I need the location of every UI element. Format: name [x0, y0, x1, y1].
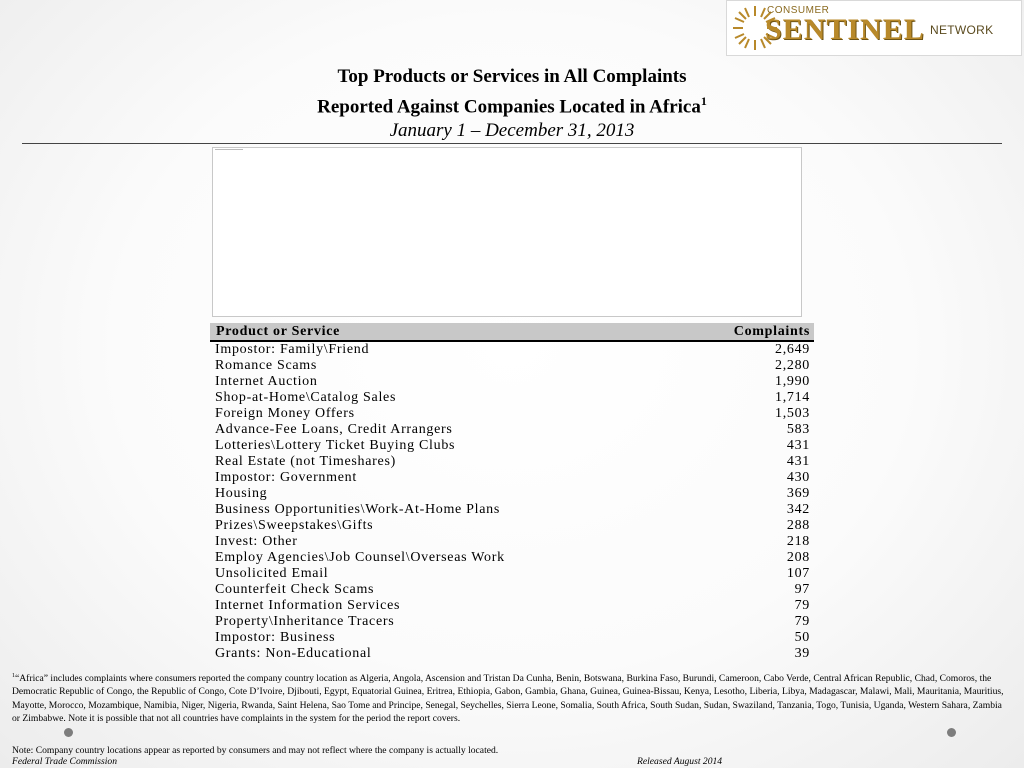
product-cell: Impostor: Family\Friend — [215, 342, 370, 357]
table-row — [210, 406, 814, 422]
complaints-cell: 97 — [794, 582, 810, 597]
complaints-cell: 50 — [794, 630, 810, 645]
table-row — [210, 550, 814, 566]
logo-consumer-text: CONSUMER — [767, 5, 830, 16]
product-cell: Property\Inheritance Tracers — [215, 614, 395, 629]
complaints-cell: 79 — [794, 598, 810, 613]
product-cell: Real Estate (not Timeshares) — [215, 454, 396, 469]
page-title-line2 — [0, 89, 1024, 119]
table-row — [210, 582, 814, 598]
table-row — [210, 341, 814, 358]
product-cell: Prizes\Sweepstakes\Gifts — [215, 518, 374, 533]
table-row — [210, 390, 814, 406]
complaints-cell: 342 — [786, 502, 810, 517]
column-header-product: Product or Service — [210, 323, 681, 341]
table-row — [210, 502, 814, 518]
product-cell: Impostor: Government — [215, 470, 357, 485]
table-row — [210, 470, 814, 486]
table-row — [210, 566, 814, 582]
table-row — [210, 598, 814, 614]
page-title-line2-text: Reported Against Companies Located in Africa — [317, 96, 701, 118]
table-row — [210, 438, 814, 454]
complaints-cell: 208 — [786, 550, 810, 565]
consumer-sentinel-logo — [726, 0, 1022, 56]
table-row — [210, 534, 814, 550]
location-note: Note: Company country locations appear as reported by consumers and may not reflect where the company is actually located. — [12, 745, 499, 756]
complaints-cell: 39 — [794, 646, 810, 661]
table-row — [210, 454, 814, 470]
table-row — [210, 630, 814, 646]
product-cell: Romance Scams — [215, 358, 318, 373]
title-footnote-marker: 1 — [700, 94, 707, 108]
product-cell: Unsolicited Email — [215, 566, 329, 581]
product-cell: Internet Information Services — [215, 598, 401, 613]
table-row — [210, 486, 814, 502]
table-header-row — [210, 323, 814, 341]
table-row — [210, 374, 814, 390]
table-row — [210, 614, 814, 630]
bullet-dot-right — [947, 728, 956, 737]
product-cell: Internet Auction — [215, 374, 318, 389]
table-row — [210, 518, 814, 534]
footnote-marker: 1 — [12, 673, 15, 679]
product-cell: Shop-at-Home\Catalog Sales — [215, 390, 397, 405]
column-header-complaints: Complaints — [681, 323, 814, 341]
product-cell: Grants: Non-Educational — [215, 646, 372, 661]
footer-release-date: Released August 2014 — [637, 756, 723, 767]
complaints-cell: 430 — [786, 470, 810, 485]
table-row — [210, 646, 814, 662]
footer-agency: Federal Trade Commission — [12, 756, 118, 767]
logo-network-text: NETWORK — [930, 23, 994, 37]
complaints-cell: 79 — [794, 614, 810, 629]
date-range: January 1 – December 31, 2013 — [389, 120, 635, 141]
product-cell: Invest: Other — [215, 534, 298, 549]
title-divider — [22, 143, 1002, 144]
complaints-cell: 2,649 — [775, 342, 810, 357]
complaints-cell: 369 — [786, 486, 810, 501]
product-cell: Impostor: Business — [215, 630, 336, 645]
complaints-cell: 288 — [786, 518, 810, 533]
table-body — [210, 341, 814, 662]
complaints-cell: 431 — [786, 454, 810, 469]
footnote-africa — [12, 670, 1012, 725]
complaints-table — [210, 323, 814, 662]
product-cell: Business Opportunities\Work-At-Home Plans — [215, 502, 500, 517]
complaints-cell: 583 — [786, 422, 810, 437]
logo-sentinel-text: SENTINEL — [765, 13, 925, 46]
product-cell: Foreign Money Offers — [215, 406, 355, 421]
product-cell: Employ Agencies\Job Counsel\Overseas Work — [215, 550, 505, 565]
chart-placeholder-mark — [215, 149, 243, 154]
table-row — [210, 358, 814, 374]
product-cell: Counterfeit Check Scams — [215, 582, 375, 597]
footnote-text: “Africa” includes complaints where consumers reported the company country location as Algeria, Angola, Ascension and Tristan Da Cunha, Benin, Botswana, Burkina Faso, Burundi, Cameroon, Cabo Verde, Central African Republic, Chad, Comoros, the Democratic Republic of Congo, the Republic of Congo, Cote D’Ivoire, Djibouti, Egypt, Equatorial Guinea, Eritrea, Ethiopia, Gabon, Gambia, Ghana, Guinea, Guinea-Bissau, Kenya, Lesotho, Liberia, Libya, Madagascar, Malawi, Mali, Mauritania, Mauritius, Mayotte, Morocco, Mozambique, Namibia, Niger, Nigeria, Rwanda, Saint Helena, Sao Tome and Principe, Senegal, Seychelles, Sierra Leone, Somalia, South Africa, South Sudan, Sudan, Swaziland, Tanzania, Togo, Tunisia, Uganda, Western Sahara, Zambia or Zimbabwe. Note it is possible that not all countries have complaints in the system for the period the report covers. — [12, 673, 1004, 724]
product-cell: Housing — [215, 486, 268, 501]
product-cell: Lotteries\Lottery Ticket Buying Clubs — [215, 438, 456, 453]
bullet-dot-left — [64, 728, 73, 737]
page-title-line1: Top Products or Services in All Complaints — [337, 66, 687, 87]
complaints-cell: 2,280 — [775, 358, 810, 373]
complaints-cell: 1,503 — [775, 406, 810, 421]
table-row — [210, 422, 814, 438]
complaints-cell: 431 — [786, 438, 810, 453]
complaints-cell: 1,714 — [775, 390, 810, 405]
complaints-cell: 218 — [786, 534, 810, 549]
chart-placeholder — [212, 147, 802, 317]
product-cell: Advance-Fee Loans, Credit Arrangers — [215, 422, 453, 437]
complaints-cell: 107 — [786, 566, 810, 581]
complaints-cell: 1,990 — [775, 374, 810, 389]
